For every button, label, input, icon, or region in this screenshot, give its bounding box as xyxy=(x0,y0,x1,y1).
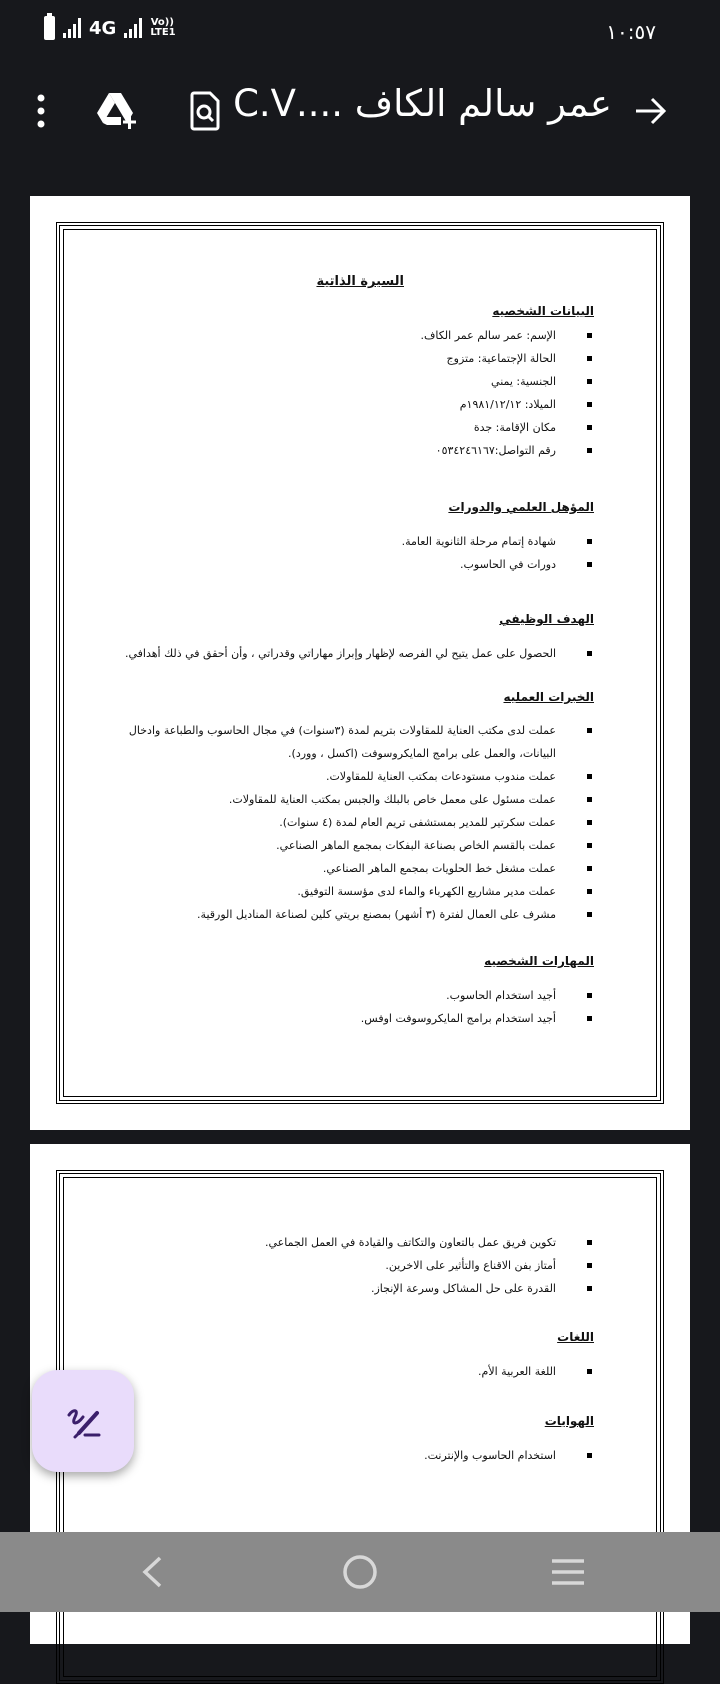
list-item: عملت بالقسم الخاص بصناعة البفكات بمجمع الماهر الصناعي. xyxy=(276,834,556,857)
document-title: عمر سالم الكاف ....C.V xyxy=(233,82,612,125)
list-item: استخدام الحاسوب والإنترنت. xyxy=(424,1444,556,1467)
list-item: رقم التواصل:٠٥٣٤٢٤٦١٦٧ xyxy=(436,439,556,462)
list-item: القدرة على حل المشاكل وسرعة الإنجاز. xyxy=(371,1277,556,1300)
list-item: دورات في الحاسوب. xyxy=(460,553,556,576)
section-heading-hobbies: الهوايات xyxy=(544,1414,594,1428)
cv-content xyxy=(30,196,690,1130)
forward-arrow-icon[interactable] xyxy=(626,86,676,136)
list-item: عملت لدى مكتب العناية للمقاولات بتريم لمدة (٣سنوات) في مجال الحاسوب والطباعة وادخال xyxy=(129,719,556,742)
list-item: مكان الإقامة: جدة xyxy=(474,416,556,439)
section-heading-skills: المهارات الشخصيه xyxy=(484,954,594,968)
back-icon[interactable] xyxy=(130,1550,174,1594)
section-heading-education: المؤهل العلمي والدورات xyxy=(448,500,594,514)
section-heading-languages: اللغات xyxy=(557,1330,594,1344)
list-item-continuation: البيانات، والعمل على برامج المايكروسوفت (اكسل ، وورد). xyxy=(288,747,556,760)
list-item: الحصول على عمل يتيح لي الفرصه لإظهار وإبراز مهاراتي وقدراتي ، وأن أحقق في ذلك أهدافي. xyxy=(125,642,556,665)
list-item: تكوين فريق عمل بالتعاون والتكاتف والقيادة في العمل الجماعي. xyxy=(265,1231,556,1254)
list-item: اللغة العربية الأم. xyxy=(478,1360,556,1383)
navigation-bar xyxy=(0,1532,720,1612)
list-item: الجنسية: يمني xyxy=(491,370,556,393)
list-item: عملت سكرتير للمدير بمستشفى تريم العام لمدة (٤ سنوات). xyxy=(279,811,556,834)
list-item: الحالة الإجتماعية: متزوج xyxy=(447,347,556,370)
recents-icon[interactable] xyxy=(546,1550,590,1594)
list-item: عملت مشغل خط الحلويات بمجمع الماهر الصناعي. xyxy=(323,857,556,880)
battery-icon xyxy=(44,16,55,40)
list-item: عملت مسئول على معمل خاص بالبلك والجبس بمكتب العناية للمقاولات. xyxy=(229,788,556,811)
edit-pen-icon xyxy=(63,1401,103,1441)
toolbar xyxy=(0,64,720,184)
edit-fab-button[interactable] xyxy=(32,1370,134,1472)
section-heading-objective: الهدف الوظيفي xyxy=(499,612,594,626)
volte-indicator: Vo)) LTE1 xyxy=(150,17,176,38)
drive-add-icon[interactable] xyxy=(92,86,142,136)
section-heading-experience: الخبرات العمليه xyxy=(503,690,594,704)
more-vert-icon[interactable] xyxy=(16,86,66,136)
list-item: أمتاز بفن الاقناع والتأثير على الاخرين. xyxy=(385,1254,556,1277)
list-item: شهادة إتمام مرحلة الثانوية العامة. xyxy=(402,530,556,553)
status-time: ١٠:٥٧ xyxy=(606,20,656,44)
list-item: أجيد استخدام الحاسوب. xyxy=(446,984,556,1007)
document-page-1 xyxy=(30,196,690,1130)
status-bar xyxy=(0,0,720,64)
list-item: الميلاد: ١٩٨١/١٢/١٢م xyxy=(460,393,556,416)
status-icons xyxy=(44,16,174,40)
list-item: الإسم: عمر سالم عمر الكاف. xyxy=(420,324,556,347)
signal-icon-2 xyxy=(124,18,142,38)
list-item: أجيد استخدام برامج المايكروسوفت اوفس. xyxy=(361,1007,556,1030)
signal-icon xyxy=(63,18,81,38)
cv-title: السيرة الذاتية xyxy=(316,274,404,289)
list-item: عملت مدير مشاريع الكهرباء والماء لدى مؤسسة التوفيق. xyxy=(297,880,556,903)
search-document-icon[interactable] xyxy=(180,86,230,136)
home-icon[interactable] xyxy=(338,1550,382,1594)
network-type: 4G xyxy=(89,17,117,39)
list-item: عملت مندوب مستودعات بمكتب العناية للمقاولات. xyxy=(326,765,556,788)
section-heading-personal: البيانات الشخصيه xyxy=(492,304,594,318)
list-item: مشرف على العمال لفترة (٣ أشهر) بمصنع بريتي كلين لصناعة المناديل الورقية. xyxy=(197,903,556,926)
